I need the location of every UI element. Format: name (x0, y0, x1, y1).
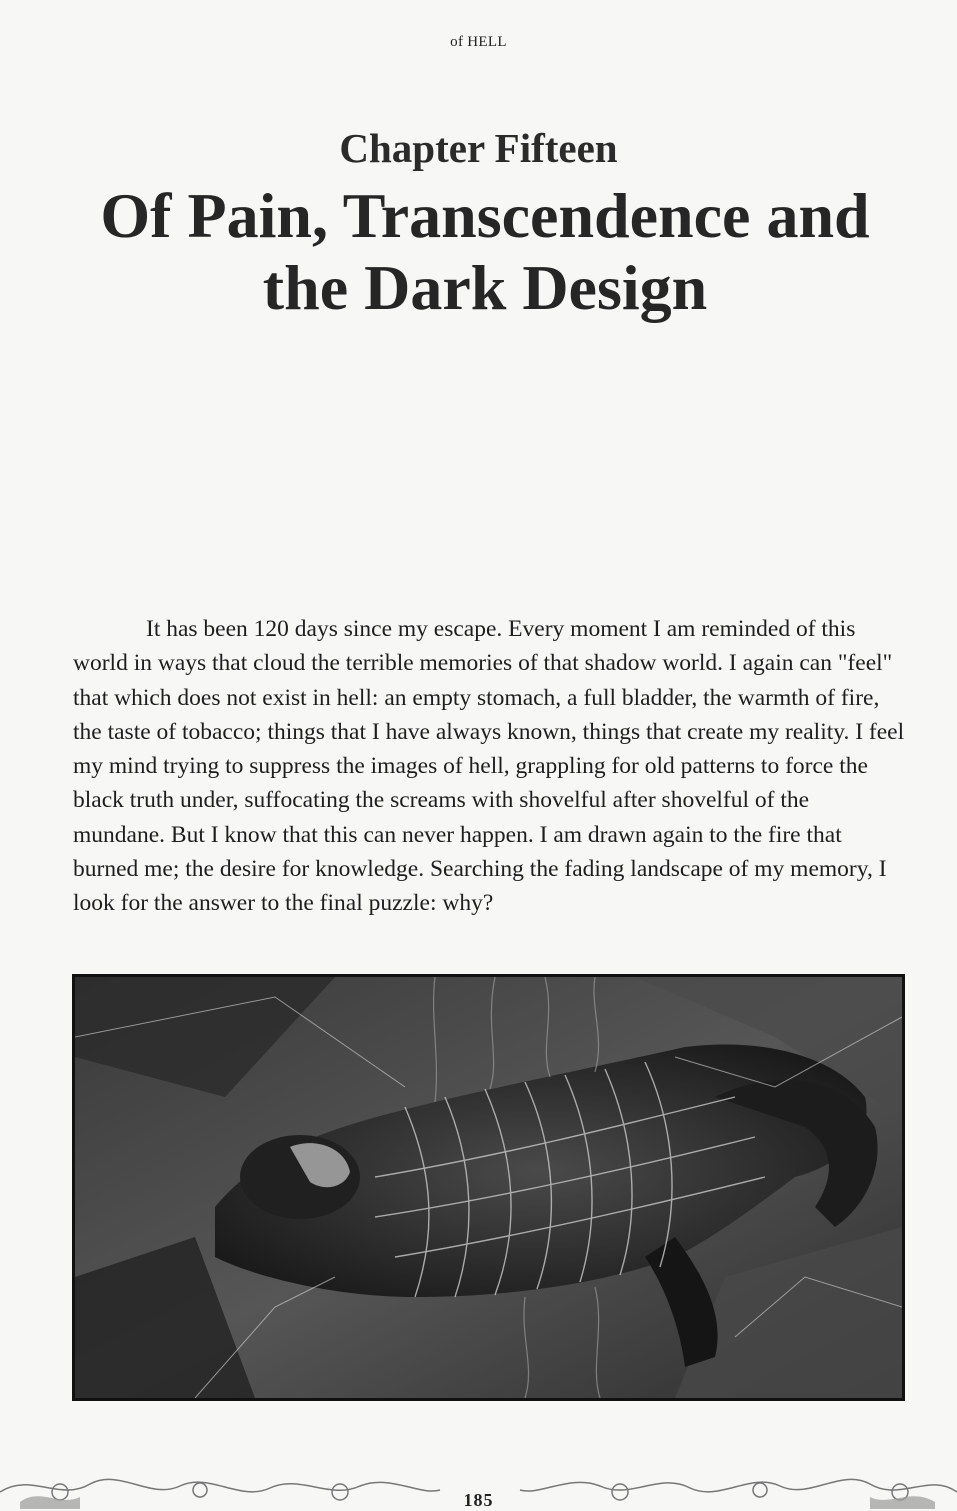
body-paragraph: It has been 120 days since my escape. Every moment I am reminded of this world in ways that cloud the terrible memories of that shadow world. I again can "feel" that which does not exist in hell: an empty stomach, a full bladder, the warmth of fire, the taste of tobacco; things that I have always known, things that create my reality. I feel my mind trying to suppress the images of hell, grappling for old patterns to force the black truth under, suffocating the screams with shovelful after shovelful of the mundane. But I know that this can never happen. I am drawn again to the fire that burned me; the desire for knowledge. Searching the fading landscape of my memory, I look for the answer to the final puzzle: why? (73, 616, 905, 917)
chapter-title (60, 180, 910, 324)
chapter-title-line-2: the Dark Design (262, 252, 708, 323)
illustration-art (75, 977, 902, 1398)
page-number: 185 (463, 1490, 494, 1510)
running-head: of HELL (450, 34, 507, 50)
illustration-bound-figure (72, 974, 905, 1401)
chapter-title-line-1: Of Pain, Transcendence and (100, 180, 870, 251)
chapter-label: Chapter Fifteen (339, 125, 618, 171)
